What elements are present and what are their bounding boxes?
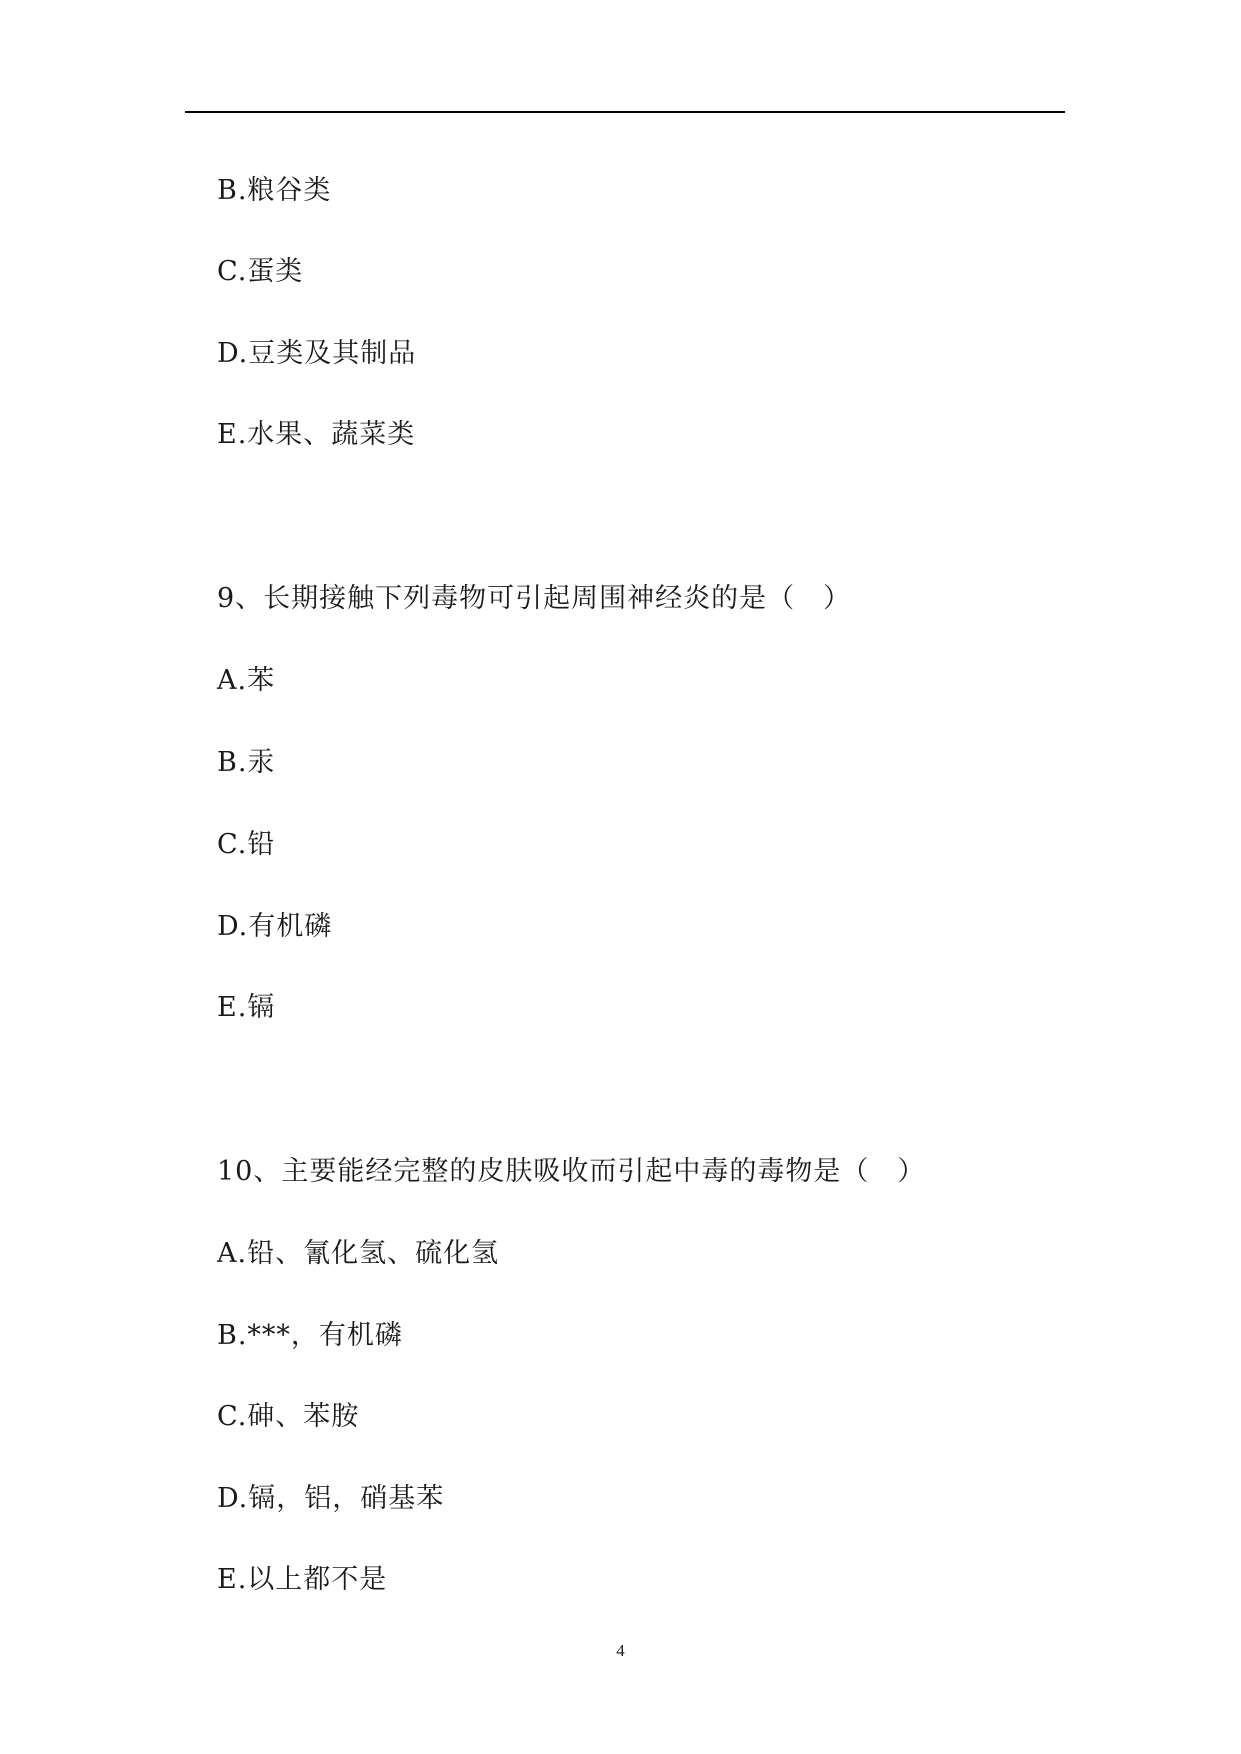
header-rule bbox=[185, 111, 1065, 113]
question-10-stem: 10、主要能经完整的皮肤吸收而引起中毒的毒物是（ ） bbox=[217, 1156, 926, 1187]
question-9-option-b: B.汞 bbox=[217, 747, 276, 778]
question-9-option-d: D.有机磷 bbox=[217, 911, 333, 942]
question-10-option-c: C.砷、苯胺 bbox=[217, 1401, 360, 1432]
question-9-option-a: A.苯 bbox=[217, 665, 276, 696]
option-d-line: D.豆类及其制品 bbox=[217, 338, 417, 369]
question-9-option-c: C.铅 bbox=[217, 829, 276, 860]
option-e-line: E.水果、蔬菜类 bbox=[217, 419, 416, 450]
question-10-option-e: E.以上都不是 bbox=[217, 1564, 388, 1595]
question-10-option-b: B.***，有机磷 bbox=[217, 1320, 403, 1351]
option-c-line: C.蛋类 bbox=[217, 256, 304, 287]
question-9-stem: 9、长期接触下列毒物可引起周围神经炎的是（ ） bbox=[217, 583, 852, 614]
question-10-option-a: A.铅、氰化氢、硫化氢 bbox=[217, 1238, 500, 1269]
option-b-line: B.粮谷类 bbox=[217, 175, 332, 206]
page-number: 4 bbox=[616, 1641, 625, 1660]
question-10-option-d: D.镉，铝，硝基苯 bbox=[217, 1483, 445, 1514]
question-9-option-e: E.镉 bbox=[217, 992, 276, 1023]
